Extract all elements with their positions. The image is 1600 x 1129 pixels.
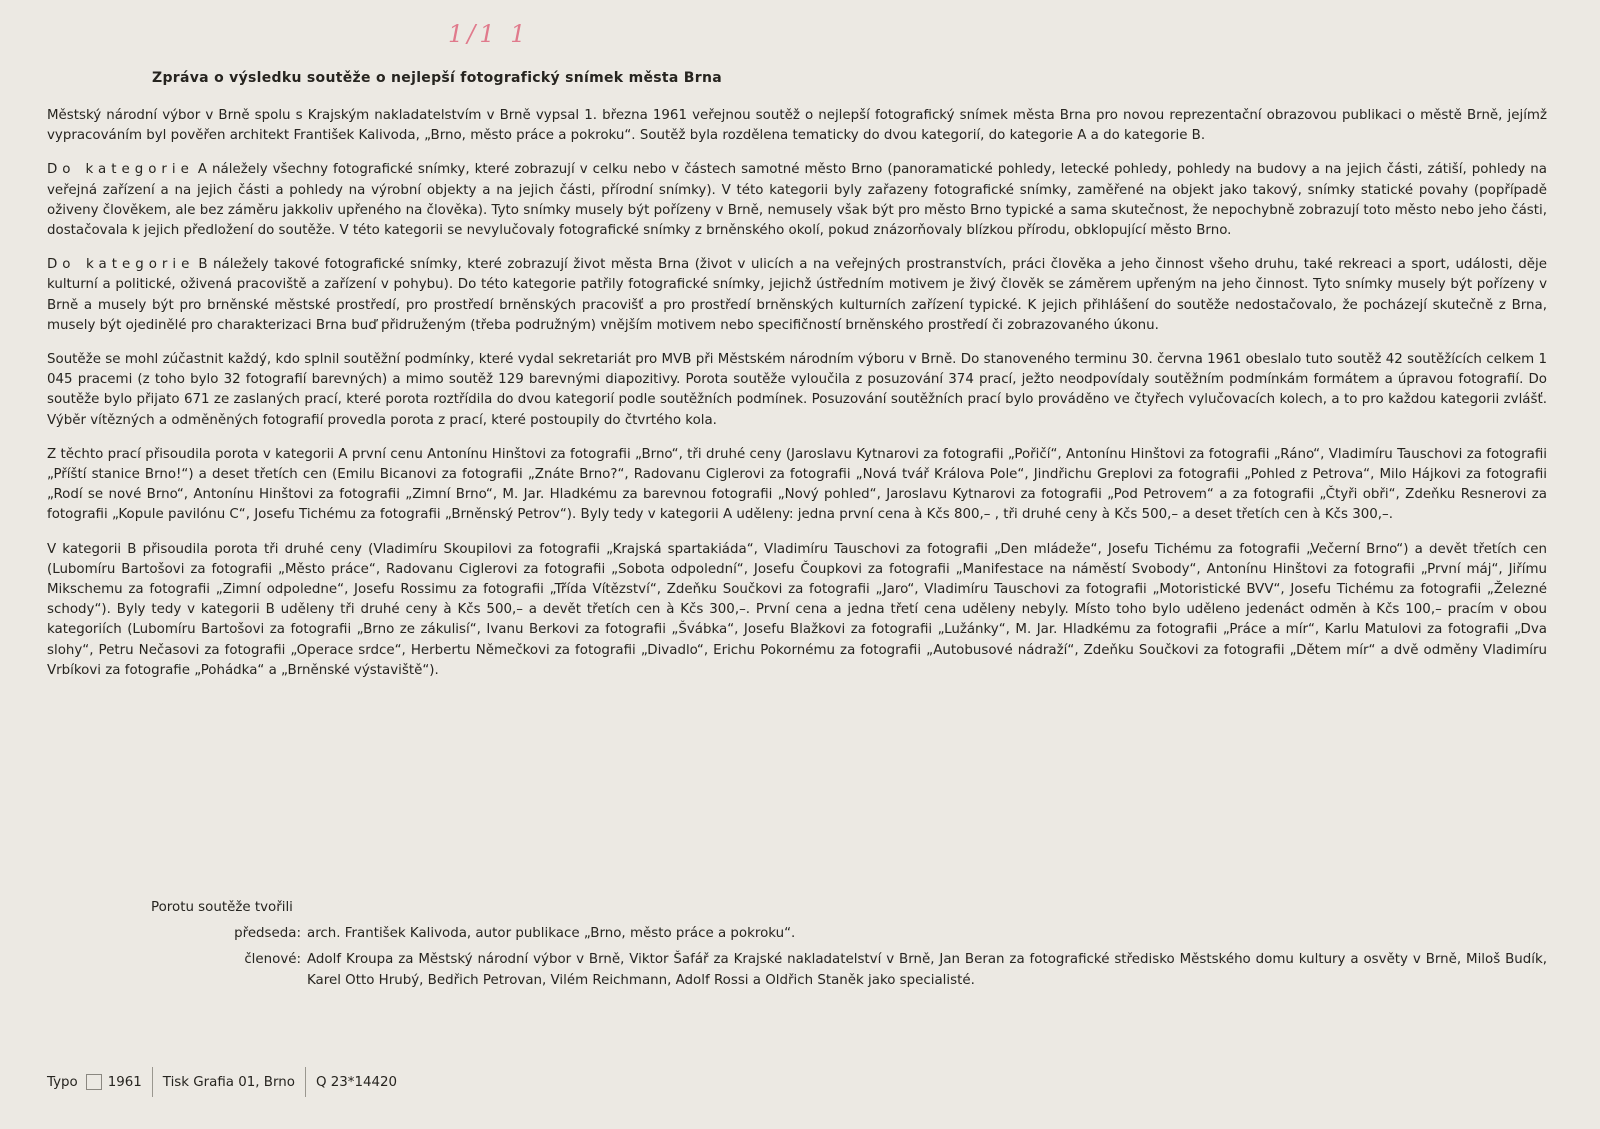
- paragraph-category-b: [47, 255, 1547, 336]
- footer-code: Q 23*14420: [315, 1074, 398, 1090]
- paragraph-results-b: V kategorii B přisoudila porota tři druhé ceny (Vladimíru Skoupilovi za fotografii „Krajská spartakiáda“, Vladimíru Tauschovi za fotografii „Den mládeže“, Josefu Tichému za fotografii „Večerní Brno“) a devět třetích cen (Lubomíru Bartošovi za fotografii „Město práce“, Radovanu Ciglerovi za fotografii „Sobota odpolední“, Josefu Čoupkovi za fotografii „Manifestace na náměstí Svobody“, Antonínu Hinštovi za fotografii „První máj“, Jiřímu Mikschemu za fotografii „Zimní odpoledne“, Josefu Rossimu za fotografii „Třída Vítězství“, Zdeňku Součkovi za fotografii „Jaro“, Vladimíru Tauschovi za fotografii „Motoristické BVV“, Josefu Tichému za fotografii „Železné schody“). Byly tedy v kategorii B uděleny tři druhé ceny à Kčs 500,– a devět třetích cen à Kčs 300,–. První cena a jedna třetí cena uděleny nebyly. Místo toho bylo uděleno jedenáct odměn à Kčs 100,– pracím v obou kategoriích (Lubomíru Bartošovi za fotografii „Brno ze zákulisí“, Ivanu Berkovi za fotografii „Švábka“, Josefu Blažkovi za fotografii „Lužánky“, M. Jar. Hladkému za fotografii „Práce a mír“, Karlu Matulovi za fotografii „Dva slohy“, Petru Nečasovi za fotografii „Operace srdce“, Herbertu Němečkovi za fotografii „Divadlo“, Erichu Pokornému za fotografii „Autobusové nádraží“, Zdeňku Součkovi za fotografii „Dětem mír“ a dvě odměny Vladimíru Vrbíkovi za fotografie „Pohádka“ a „Brněnské výstaviště“).: [47, 541, 1547, 678]
- footer-divider: [305, 1067, 306, 1097]
- paragraph-category-a: [47, 160, 1547, 241]
- jury-chair-value: arch. František Kalivoda, autor publikace „Brno, město práce a pokroku“.: [307, 926, 796, 942]
- jury-chair-row: [47, 924, 1547, 944]
- jury-chair-label: předseda:: [234, 926, 301, 942]
- category-lead: Do kategorie: [47, 257, 195, 273]
- footer-print: Tisk Grafia 01, Brno: [162, 1074, 295, 1090]
- page-title: Zpráva o výsledku soutěže o nejlepší fotografický snímek města Brna: [152, 70, 722, 86]
- empty-box-icon: [86, 1074, 102, 1090]
- paragraph-participation: Soutěže se mohl zúčastnit každý, kdo splnil soutěžní podmínky, které vydal sekretariát pro MVB při Městském národním výboru v Brně. Do stanoveného terminu 30. června 1961 obeslalo tuto soutěž 42 soutěžících celkem 1 045 pracemi (z toho bylo 32 fotografií barevných) a mimo soutěž 129 barevnými diapozitivy. Porota soutěže vyloučila z posuzování 374 prací, ježto neodpovídaly soutěžním podmínkám formátem a úpravou fotografií. Do soutěže bylo přijato 671 ze zaslaných prací, které porota roztřídila do dvou kategorií podle soutěžních podmínek. Posuzování soutěžních prací bylo prováděno ve čtyřech vylučovacích kolech, a to pro každou kategorii zvlášť. Výběr vítězných a odměněných fotografií provedla porota z prací, které postoupily do čtvrtého kola.: [47, 352, 1547, 428]
- print-colophon: [47, 1067, 397, 1097]
- report-body: [47, 106, 1547, 695]
- footer-typo: Typo: [47, 1074, 78, 1090]
- paragraph-results-a: Z těchto prací přisoudila porota v kategorii A první cenu Antonínu Hinštovi za fotografii „Brno“, tři druhé ceny (Jaroslavu Kytnarovi za fotografii „Pořičí“, Antonínu Hinštovi za fotografii „Ráno“, Vladimíru Tauschovi za fotografii „Příští stanice Brno!“) a deset třetích cen (Emilu Bicanovi za fotografii „Znáte Brno?“, Radovanu Ciglerovi za fotografii „Nová tvář Králova Pole“, Jindřichu Greplovi za fotografii „Pohled z Petrova“, Milo Hájkovi za fotografii „Rodí se nové Brno“, Antonínu Hinštovi za fotografii „Zimní Brno“, M. Jar. Hladkému za barevnou fotografii „Nový pohled“, Jaroslavu Kytnarovi za fotografii „Pod Petrovem“ a za fotografii „Čtyři obři“, Zdeňku Resnerovi za fotografii „Kopule pavilónu C“, Josefu Tichému za fotografii „Brněnský Petrov“). Byly tedy v kategorii A uděleny: jedna první cena à Kčs 800,– , tři druhé ceny à Kčs 500,– a deset třetích cen à Kčs 300,–.: [47, 446, 1547, 523]
- footer-divider: [152, 1067, 153, 1097]
- jury-members-row: [47, 950, 1547, 990]
- handwritten-mark: 1/1 1: [448, 20, 530, 48]
- jury-section: [47, 898, 1547, 997]
- jury-members-value: Adolf Kroupa za Městský národní výbor v Brně, Viktor Šafář za Krajské nakladatelství v Brně, Jan Beran za fotografické středisko Městského domu kultury a osvěty v Brně, Miloš Budík, Karel Otto Hrubý, Bedřich Petrovan, Vilém Reichmann, Adolf Rossi a Oldřich Staněk jako specialisté.: [307, 952, 1547, 988]
- footer-year: 1961: [107, 1074, 142, 1090]
- category-a-text: A náležely všechny fotografické snímky, které zobrazují v celku nebo v částech samotné město Brno (panoramatické pohledy, letecké pohledy, pohledy na budovy a na jejich části, zátiší, pohledy na veřejná zařízení a na jejich části a pohledy na výrobní objekty a na jejich části, přírodní snímky). V této kategorii byly zařazeny fotografické snímky, zaměřené na objekt jako takový, snímky statické povahy (popřípadě oživeny člověkem, ale bez záměru jakkoliv upřeného na člověka). Tyto snímky musely být pořízeny v Brně, nemusely však být pro město Brno typické a sama skutečnost, že nepochybně zobrazují toto město nebo jeho části, dostačovala k jejich předložení do soutěže. V této kategorii se nevylučovaly fotografické snímky z brněnského okolí, pokud znázorňovaly blízkou přírodu, obklopující město Brno.: [47, 162, 1547, 239]
- jury-members-label: členové:: [244, 952, 301, 968]
- category-b-text: B náležely takové fotografické snímky, které zobrazují život města Brna (život v ulicích a na veřejných prostranstvích, práci člověka a jeho činnost všeho druhu, také rekreaci a sport, události, děje kulturní a politické, oživená pracoviště a zařízení v pohybu). Do této kategorie patřily fotografické snímky, jejichž ústředním motivem je živý člověk se záměrem upřeným na jeho činnost. Tyto snímky musely být pořízeny v Brně a musely být pro brněnské městské prostředí, pro prostředí brněnských pracovišť a pro prostředí brněnských kulturních zařízení typické. K jejich přihlášení do soutěže nedostačovalo, že pocházejí skutečně z Brna, musely být ojedinělé pro charakterizaci Brna buď přidruženým (třeba podružným) vnějším motivem nebo specifičností brněnského prostředí či zobrazovaného úkonu.: [47, 257, 1547, 333]
- paragraph-intro: Městský národní výbor v Brně spolu s Krajským nakladatelstvím v Brně vypsal 1. března 1961 veřejnou soutěž o nejlepší fotografický snímek města Brna pro novou reprezentační obrazovou publikaci o městě Brně, jejímž vypracováním byl pověřen architekt František Kalivoda, „Brno, město práce a pokroku“. Soutěž byla rozdělena tematicky do dvou kategorií, do kategorie A a do kategorie B.: [47, 108, 1547, 144]
- category-lead: Do kategorie: [47, 162, 194, 178]
- jury-intro: Porotu soutěže tvořili: [151, 900, 293, 915]
